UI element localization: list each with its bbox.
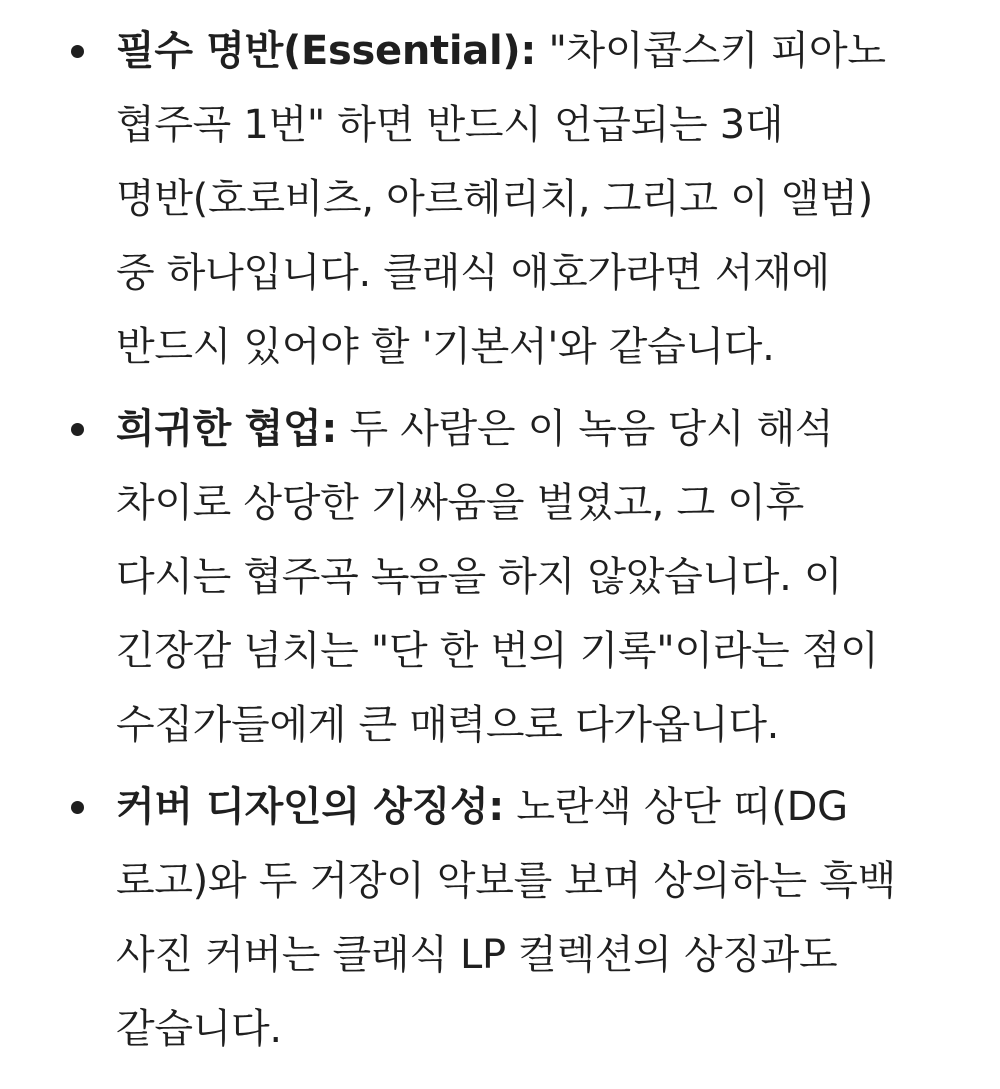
text-line: 반드시 있어야 할 '기본서'와 같습니다.: [116, 324, 775, 370]
text-line: 수집가들에게 큰 매력으로 다가옵니다.: [116, 702, 780, 748]
list-item-text: [116, 392, 956, 762]
item-heading: 희귀한 협업:: [116, 406, 338, 452]
bullet-icon: [71, 423, 84, 436]
text-line: 로고)와 두 거장이 악보를 보며 상의하는 흑백: [116, 858, 896, 904]
item-text-segment: 노란색 상단 띠(DG: [504, 784, 848, 830]
text-line: [116, 770, 956, 844]
text-line: 사진 커버는 클래식 LP 컬렉션의 상징과도: [116, 932, 838, 978]
text-line: 같습니다.: [116, 1006, 282, 1052]
bullet-icon: [71, 801, 84, 814]
item-heading: 필수 명반(Essential):: [116, 28, 537, 74]
list-item-text: [116, 14, 956, 384]
text-line: [116, 14, 956, 88]
text-line: 차이로 상당한 기싸움을 벌였고, 그 이후: [116, 480, 804, 526]
item-text-segment: "차이콥스키 피아노: [536, 28, 886, 74]
list-item-text: [116, 770, 956, 1066]
text-line: [116, 392, 956, 466]
text-line: 긴장감 넘치는 "단 한 번의 기록"이라는 점이: [116, 628, 879, 674]
text-line: 명반(호로비츠, 아르헤리치, 그리고 이 앨범): [116, 176, 873, 222]
text-line: 중 하나입니다. 클래식 애호가라면 서재에: [116, 250, 830, 296]
item-text-segment: 두 사람은 이 녹음 당시 해석: [337, 406, 834, 452]
item-heading: 커버 디자인의 상징성:: [116, 784, 505, 830]
text-line: 다시는 협주곡 녹음을 하지 않았습니다. 이: [116, 554, 843, 600]
text-line: 협주곡 1번" 하면 반드시 언급되는 3대: [116, 102, 784, 148]
bullet-icon: [71, 45, 84, 58]
